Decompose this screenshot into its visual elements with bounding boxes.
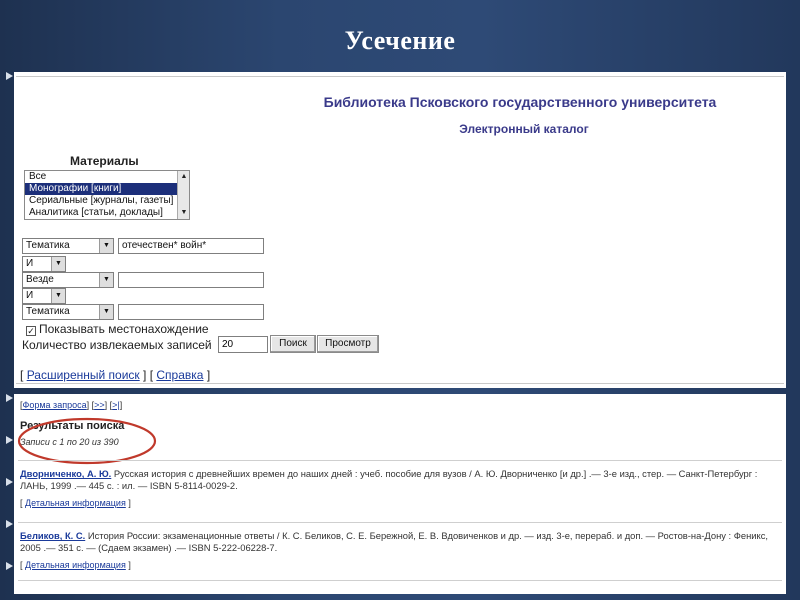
advanced-search-link[interactable]: Расширенный поиск <box>26 368 140 382</box>
count-input[interactable]: 20 <box>218 336 268 353</box>
record-text: 2005 .— 351 с. — (Сдаем экзамен) .— ISBN 5-222-06228-7. <box>20 542 278 553</box>
results-nav <box>20 400 122 410</box>
field-select-1[interactable] <box>22 238 114 254</box>
bracket: [ <box>20 400 23 410</box>
detail-info-link[interactable]: Детальная информация <box>25 560 126 570</box>
bullet-icon <box>6 72 13 80</box>
results-panel <box>14 394 786 594</box>
materials-option-selected[interactable]: Монографии [книги] <box>25 183 177 195</box>
divider <box>18 522 782 523</box>
record-author-link[interactable]: Беликов, К. С. <box>20 530 86 541</box>
library-title: Библиотека Псковского государственного университета <box>323 94 717 110</box>
divider <box>16 383 784 384</box>
show-location-option[interactable] <box>26 322 209 336</box>
detail-row <box>20 498 131 508</box>
search-form-panel <box>14 72 786 388</box>
listbox-scrollbar[interactable] <box>177 171 189 219</box>
bracket: [ <box>20 368 24 382</box>
bracket: ] <box>128 498 131 508</box>
bullet-icon <box>6 394 13 402</box>
bullet-icon <box>6 478 13 486</box>
bracket: ] [ <box>143 368 154 382</box>
materials-label: Материалы <box>70 154 139 168</box>
materials-option[interactable]: Сериальные [журналы, газеты] <box>29 195 174 206</box>
operator-value: И <box>26 258 34 269</box>
field-select-value: Тематика <box>26 306 70 317</box>
bracket: ] <box>128 560 131 570</box>
catalog-title: Электронный каталог <box>459 122 589 136</box>
next-page-link[interactable]: >> <box>94 400 105 410</box>
scroll-down-icon[interactable]: ▼ <box>180 209 188 216</box>
search-term-input-2[interactable] <box>118 272 264 288</box>
view-button[interactable]: Просмотр <box>317 335 379 353</box>
chevron-down-icon[interactable]: ▼ <box>99 273 113 287</box>
materials-listbox[interactable] <box>24 170 190 220</box>
field-select-3[interactable] <box>22 304 114 320</box>
bullet-icon <box>6 562 13 570</box>
show-location-label: Показывать местонахождение <box>39 322 209 336</box>
query-form-link[interactable]: Форма запроса <box>22 400 87 410</box>
bracket: [ <box>20 560 23 570</box>
record-text: Русская история с древнейших времен до наших дней : учеб. пособие для вузов / А. Ю. Дворниченко [и др.] .— 3-е изд., стер. — Санкт-Петербург : <box>113 468 758 479</box>
last-page-link[interactable]: >| <box>112 400 120 410</box>
count-label: Количество извлекаемых записей <box>22 338 212 352</box>
results-count: Записи с 1 по 20 из 390 <box>20 437 119 447</box>
list-item <box>20 468 772 492</box>
slide-title: Усечение <box>344 26 456 55</box>
bullet-icon <box>6 520 13 528</box>
chevron-down-icon[interactable]: ▼ <box>51 257 65 271</box>
field-select-value: Тематика <box>26 240 70 251</box>
bracket: ] [ <box>86 400 95 410</box>
field-select-value: Везде <box>26 274 54 285</box>
search-term-input-1[interactable]: отечествен* войн* <box>118 238 264 254</box>
search-term-input-3[interactable] <box>118 304 264 320</box>
record-author-link[interactable]: Дворниченко, А. Ю. <box>20 468 112 479</box>
field-select-2[interactable] <box>22 272 114 288</box>
record-text: ЛАНЬ, 1999 .— 445 с. : ил. — ISBN 5-8114-0029-2. <box>20 480 238 491</box>
chevron-down-icon[interactable]: ▼ <box>51 289 65 303</box>
search-button[interactable]: Поиск <box>270 335 316 353</box>
list-item <box>20 530 772 554</box>
bracket: ] <box>119 400 123 410</box>
record-text: История России: экзаменационные ответы / К. С. Беликов, С. Е. Бережной, Е. В. Вдовиченков и др. — изд. 3-е, перераб. и доп. — Ростов-на-Дону : Феникс, <box>87 530 769 541</box>
detail-info-link[interactable]: Детальная информация <box>25 498 126 508</box>
bullet-icon <box>6 436 13 444</box>
operator-select-2[interactable] <box>22 288 66 304</box>
chevron-down-icon[interactable]: ▼ <box>99 305 113 319</box>
scroll-up-icon[interactable]: ▲ <box>180 173 188 180</box>
chevron-down-icon[interactable]: ▼ <box>99 239 113 253</box>
divider <box>18 460 782 461</box>
bracket: ] [ <box>104 400 113 410</box>
divider <box>18 580 782 581</box>
divider <box>16 76 784 77</box>
operator-select-1[interactable] <box>22 256 66 272</box>
detail-row <box>20 560 131 570</box>
materials-option[interactable]: Все <box>29 171 47 182</box>
bracket: ] <box>206 368 211 382</box>
results-title: Результаты поиска <box>20 420 125 432</box>
checkbox-checked-icon[interactable]: ✓ <box>27 326 35 336</box>
bracket: [ <box>20 498 23 508</box>
operator-value: И <box>26 290 34 301</box>
help-link[interactable]: Справка <box>156 368 204 382</box>
materials-option[interactable]: Аналитика [статьи, доклады] <box>29 207 163 218</box>
links-row <box>20 368 210 382</box>
